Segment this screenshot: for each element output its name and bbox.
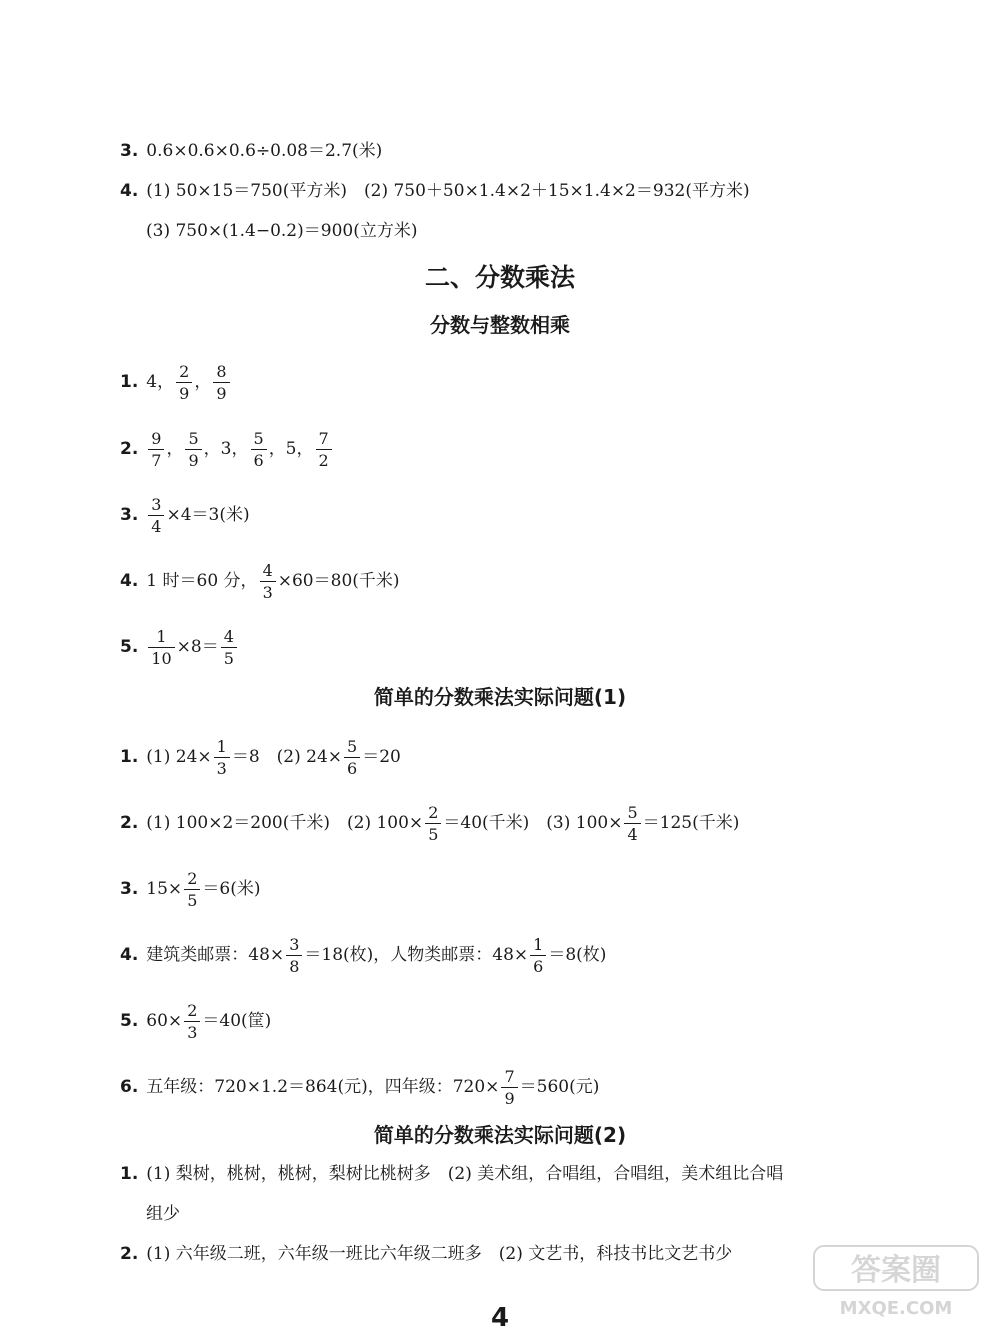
section-title-1: 分数与整数相乘 — [430, 313, 570, 337]
answer-4-top — [120, 180, 750, 202]
fraction: $\frac{8}{9}$ — [213, 362, 229, 403]
section-title-2: 简单的分数乘法实际问题(1) — [373, 685, 627, 709]
fraction: $\frac{1}{3}$ — [214, 737, 230, 778]
fraction: $\frac{9}{7}$ — [148, 429, 164, 470]
watermark-title: 答案圈 — [851, 1253, 941, 1288]
fraction: $\frac{3}{4}$ — [148, 495, 164, 536]
fraction: $\frac{5}{4}$ — [624, 803, 640, 844]
question-number: 1. — [120, 372, 139, 392]
question-number: 5. — [120, 637, 139, 657]
question-number: 3. — [120, 141, 139, 161]
s2-answer-1: 1. (1) 24× $\frac{1}{3}$ ＝8 (2) 24× $\frac{5}{6}$ ＝20 — [120, 737, 401, 778]
answer-text: ×60＝80(千米) — [277, 571, 400, 591]
question-number: 6. — [120, 1077, 139, 1097]
fraction: $\frac{5}{6}$ — [344, 737, 360, 778]
question-number: 1. — [120, 747, 139, 767]
question-number: 2. — [120, 813, 139, 833]
fraction: $\frac{4}{5}$ — [221, 627, 237, 668]
question-number: 2. — [120, 439, 139, 459]
question-number: 3. — [120, 879, 139, 899]
fraction: $\frac{2}{9}$ — [176, 362, 192, 403]
answer-text: 4， — [146, 372, 175, 392]
question-number: 4. — [120, 945, 139, 965]
answer-text: 1 时＝60 分， — [146, 571, 258, 591]
section-title-3: 简单的分数乘法实际问题(2) — [373, 1123, 627, 1147]
page-number: 4 — [490, 1303, 510, 1333]
s2-answer-2: 2. (1) 100×2＝200(千米) (2) 100× $\frac{2}{5}$ ＝40(千米) (3) 100× $\frac{5}{4}$ ＝125(千米) — [120, 803, 740, 844]
fraction: $\frac{2}{5}$ — [425, 803, 441, 844]
answer-text: (1) 50×15＝750(平方米) (2) 750＋50×1.4×2＋15×1.4×2＝932(平方米) — [146, 181, 750, 201]
fraction: $\frac{5}{9}$ — [185, 429, 201, 470]
answer-text: (1) 梨树，桃树，桃树，梨树比桃树多 (2) 美术组，合唱组，合唱组，美术组比合唱 — [146, 1164, 784, 1184]
answer-text: 组少 — [146, 1204, 180, 1224]
answer-text: 0.6×0.6×0.6÷0.08＝2.7(米) — [146, 141, 383, 161]
s1-answer-3 — [120, 495, 250, 536]
question-number: 3. — [120, 505, 139, 525]
s2-answer-5: 5. 60× $\frac{2}{3}$ ＝40(筐) — [120, 1001, 272, 1042]
question-number: 5. — [120, 1011, 139, 1031]
fraction: $\frac{1}{6}$ — [530, 935, 546, 976]
s1-answer-1: 1. 4， $\frac{2}{9}$ ， $\frac{8}{9}$ — [120, 362, 232, 403]
s1-answer-2: 2. $\frac{9}{7}$ ， $\frac{5}{9}$ ，3， $\frac{5}{6}$ ，5， $\frac{7}{2}$ — [120, 429, 334, 470]
fraction: $\frac{2}{5}$ — [184, 869, 200, 910]
answer-4-top-line2 — [146, 220, 417, 242]
answer-3-top — [120, 140, 382, 162]
answer-text: ×4＝3(米) — [166, 505, 250, 525]
question-number: 1. — [120, 1164, 139, 1184]
answer-text: (1) 六年级二班，六年级一班比六年级二班多 (2) 文艺书，科技书比文艺书少 — [146, 1244, 733, 1264]
s3-answer-2 — [120, 1243, 732, 1265]
fraction: $\frac{4}{3}$ — [260, 561, 276, 602]
question-number: 4. — [120, 571, 139, 591]
answer-text: (3) 750×(1.4−0.2)＝900(立方米) — [146, 221, 418, 241]
s3-answer-1-line2 — [146, 1203, 180, 1225]
fraction: $\frac{7}{2}$ — [316, 429, 332, 470]
fraction: $\frac{1}{10}$ — [148, 627, 174, 668]
watermark-url: MXQE.COM — [839, 1298, 953, 1319]
fraction: $\frac{7}{9}$ — [501, 1067, 517, 1108]
fraction: $\frac{3}{8}$ — [286, 935, 302, 976]
s1-answer-5: 5. $\frac{1}{10}$ ×8＝ $\frac{4}{5}$ — [120, 627, 239, 668]
s2-answer-3: 3. 15× $\frac{2}{5}$ ＝6(米) — [120, 869, 261, 910]
s2-answer-4: 4. 建筑类邮票：48× $\frac{3}{8}$ ＝18(枚)，人物类邮票：48× $\frac{1}{6}$ ＝8(枚) — [120, 935, 607, 976]
s2-answer-6: 6. 五年级：720×1.2＝864(元)，四年级：720× $\frac{7}{9}$ ＝560(元) — [120, 1067, 600, 1108]
fraction: $\frac{2}{3}$ — [184, 1001, 200, 1042]
chapter-title: 二、分数乘法 — [424, 263, 575, 292]
fraction: $\frac{5}{6}$ — [251, 429, 267, 470]
question-number: 2. — [120, 1244, 139, 1264]
s1-answer-4 — [120, 561, 400, 602]
s3-answer-1 — [120, 1163, 783, 1185]
question-number: 4. — [120, 181, 139, 201]
